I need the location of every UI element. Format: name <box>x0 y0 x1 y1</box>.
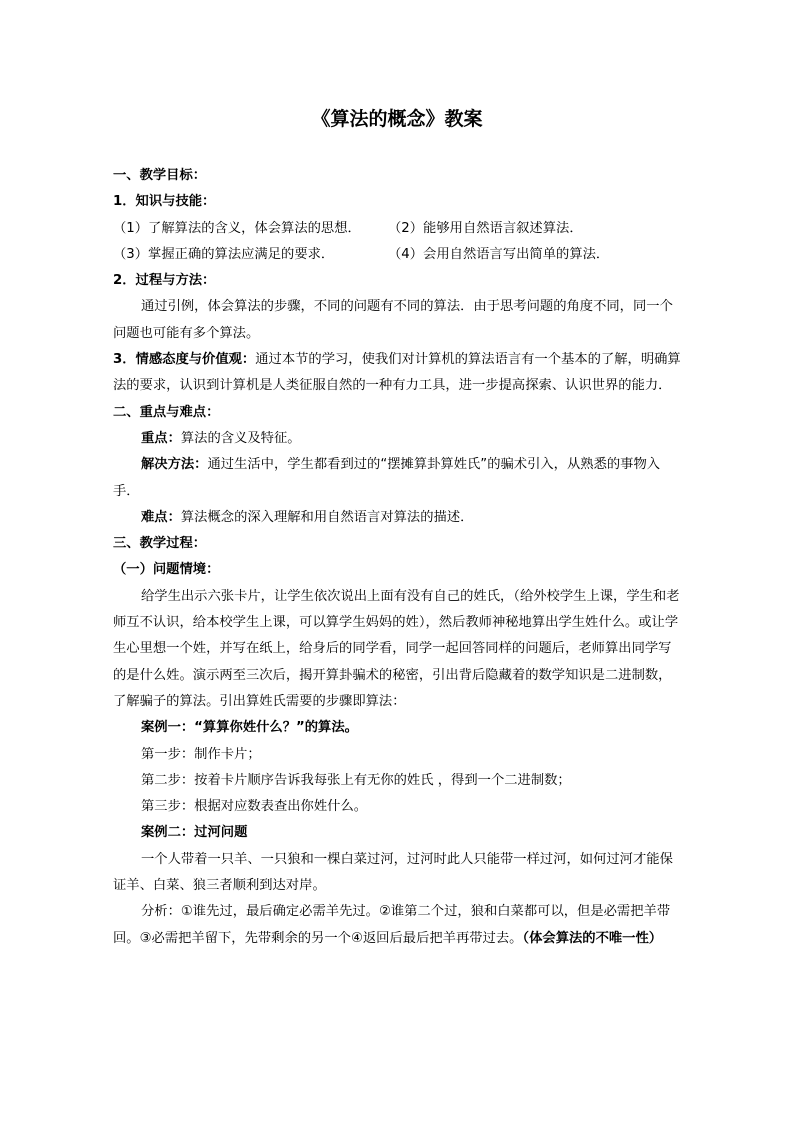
step-three: 第三步：根据对应数表查出你姓什么。 <box>141 799 368 815</box>
subheading-emotion-values: 3．情感态度与价值观： <box>113 352 256 368</box>
emotion-values-text: 通过本节的学习，使我们对计算机的算法语言有一个基本的了解，明确算法的要求，认识到计算机是人类征服自然的一种有力工具，进一步提高探索、认识世界的能力． <box>113 352 681 394</box>
knowledge-item-4: （4）会用自然语言写出简单的算法． <box>388 246 610 262</box>
method-paragraph <box>113 452 683 505</box>
section-heading-objectives: 一、教学目标： <box>113 168 207 183</box>
case-one-title: 案例一：“算算你姓什么？”的算法。 <box>141 720 358 736</box>
key-point-label: 重点： <box>141 430 181 446</box>
analysis-note: （体会算法的不唯一性） <box>522 930 663 946</box>
section-heading-key-points: 二、重点与难点： <box>113 404 220 420</box>
method-label: 解决方法： <box>141 457 208 473</box>
step-one: 第一步：制作卡片； <box>141 746 261 762</box>
knowledge-item-3: （3）掌握正确的算法应满足的要求． <box>113 246 335 262</box>
knowledge-row-2 <box>113 242 683 268</box>
emotion-values-paragraph <box>113 347 683 400</box>
analysis-text: 分析：①谁先过，最后确定必需羊先过。②谁第二个过，狼和白菜都可以，但是必需把羊带回。③必需把羊留下，先带剩余的另一个④返回后最后把羊再带过去。 <box>113 904 671 946</box>
difficulty-text: 算法概念的深入理解和用自然语言对算法的描述． <box>180 509 474 525</box>
case-two-title: 案例二：过河问题 <box>141 825 248 841</box>
document-body <box>113 163 683 952</box>
section-heading-process: 三、教学过程： <box>113 536 207 552</box>
key-point-text: 算法的含义及特征。 <box>180 430 301 446</box>
process-methods-text: 通过引例，体会算法的步骤，不同的问题有不同的算法．由于思考问题的角度不同，同一个问题也可能有多个算法。 <box>113 299 673 341</box>
step-two: 第二步：按着卡片顺序告诉我每张上有无你的姓氏 ，得到一个二进制数； <box>141 772 571 788</box>
analysis-paragraph <box>113 899 683 952</box>
method-text: 通过生活中，学生都看到过的“摆摊算卦算姓氏”的骗术引入，从熟悉的事物入手． <box>113 457 661 499</box>
subheading-problem-situation: （一）问题情境： <box>113 562 220 578</box>
subheading-knowledge-skills: 1．知识与技能： <box>113 194 216 210</box>
river-problem-text: 一个人带着一只羊、一只狼和一棵白菜过河，过河时此人只能带一样过河，如何过河才能保证羊、白菜、狼三者顺利到达对岸。 <box>113 851 673 894</box>
situation-intro-text: 给学生出示六张卡片，让学生依次说出上面有没有自己的姓氏，（给外校学生上课，学生和老师互不认识，给本校学生上课，可以算学生妈妈的姓），然后教师神秘地算出学生姓什么。或让学生心里想一个姓，并写在纸上，给身后的同学看，同学一起回答同样的问题后，老师算出同学写的是什么姓。演示两至三次后，揭开算卦骗术的秘密，引出背后隐藏着的数学知识是二进制数，了解骗子的算法。引出算姓氏需要的步骤即算法： <box>113 588 680 709</box>
difficulty-label: 难点： <box>141 509 181 525</box>
knowledge-item-2: （2）能够用自然语言叙述算法． <box>388 220 583 236</box>
key-point-paragraph <box>113 426 683 452</box>
difficulty-paragraph <box>113 505 683 531</box>
document-title: 《算法的概念》教案 <box>311 108 483 130</box>
knowledge-row-1 <box>113 216 683 242</box>
subheading-process-methods: 2．过程与方法： <box>113 273 216 289</box>
knowledge-item-1: （1）了解算法的含义，体会算法的思想． <box>113 220 361 236</box>
